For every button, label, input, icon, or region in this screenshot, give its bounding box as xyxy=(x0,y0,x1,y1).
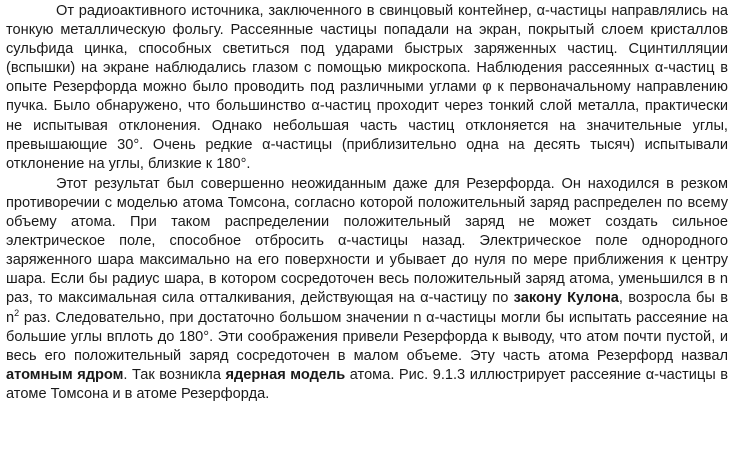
paragraph-nuclear-model xyxy=(6,175,728,404)
term-nuclear-model: ядерная модель xyxy=(225,366,346,383)
paragraph-rutherford-experiment xyxy=(6,2,728,174)
paragraph-2-text-part-2: , возросла бы в n xyxy=(6,290,728,326)
paragraph-2-text-part-5: атома. Рис. 9.1.3 иллюстрирует рассеяние α-частицы в атоме Томсона и в атоме Резерфорда. xyxy=(6,366,728,402)
term-coulomb-law: закону Кулона xyxy=(513,290,619,307)
paragraph-2-text-part-1: Этот результат был совершенно неожиданным даже для Резерфорда. Он находился в резком противоречии с моделью атома Томсона, согласно которой положительный заряд распределен по всему объему атома. При таком распределении положительный заряд не может создать сильное электрическое поле, способное отбросить α-частицы назад. Электрическое поле однородного заряженного шара максимально на его поверхности и убывает до нуля по мере приближения к центру шара. Если бы радиус шара, в котором сосредоточен весь положительный заряд атома, уменьшился в n раз, то максимальная сила отталкивания, действующая на α-частицу по xyxy=(6,175,728,307)
term-atomic-nucleus: атомным ядром xyxy=(6,366,124,383)
superscript-exponent: 2 xyxy=(14,307,20,318)
paragraph-1-text: От радиоактивного источника, заключенного в свинцовый контейнер, α-частицы направлялись на тонкую металлическую фольгу. Рассеянные частицы попадали на экран, покрытый слоем кристаллов сульфида цинка, способных светиться под ударами быстрых заряженных частиц. Сцинтилляции (вспышки) на экране наблюдались глазом с помощью микроскопа. Наблюдения рассеянных α-частиц в опыте Резерфорда можно было проводить под различными углами φ к первоначальному направлению пучка. Было обнаружено, что большинство α-частиц проходит через тонкий слой металла, практически не испытывая отклонения. Однако небольшая часть частиц отклоняется на значительные углы, превышающие 30°. Очень редкие α-частицы (приблизительно одна на десять тысяч) испытывали отклонение на углы, близкие к 180°. xyxy=(6,3,728,172)
paragraph-2-text-part-3: раз. Следовательно, при достаточно большом значении n α-частицы могли бы испытать рассеяние на большие углы вплоть до 180°. Эти соображения привели Резерфорда к выводу, что атом почти пустой, и весь его положительный заряд сосредоточен в малом объеме. Эту часть атома Резерфорд назвал xyxy=(6,309,728,364)
paragraph-2-text-part-4: . Так возникла xyxy=(123,366,226,383)
